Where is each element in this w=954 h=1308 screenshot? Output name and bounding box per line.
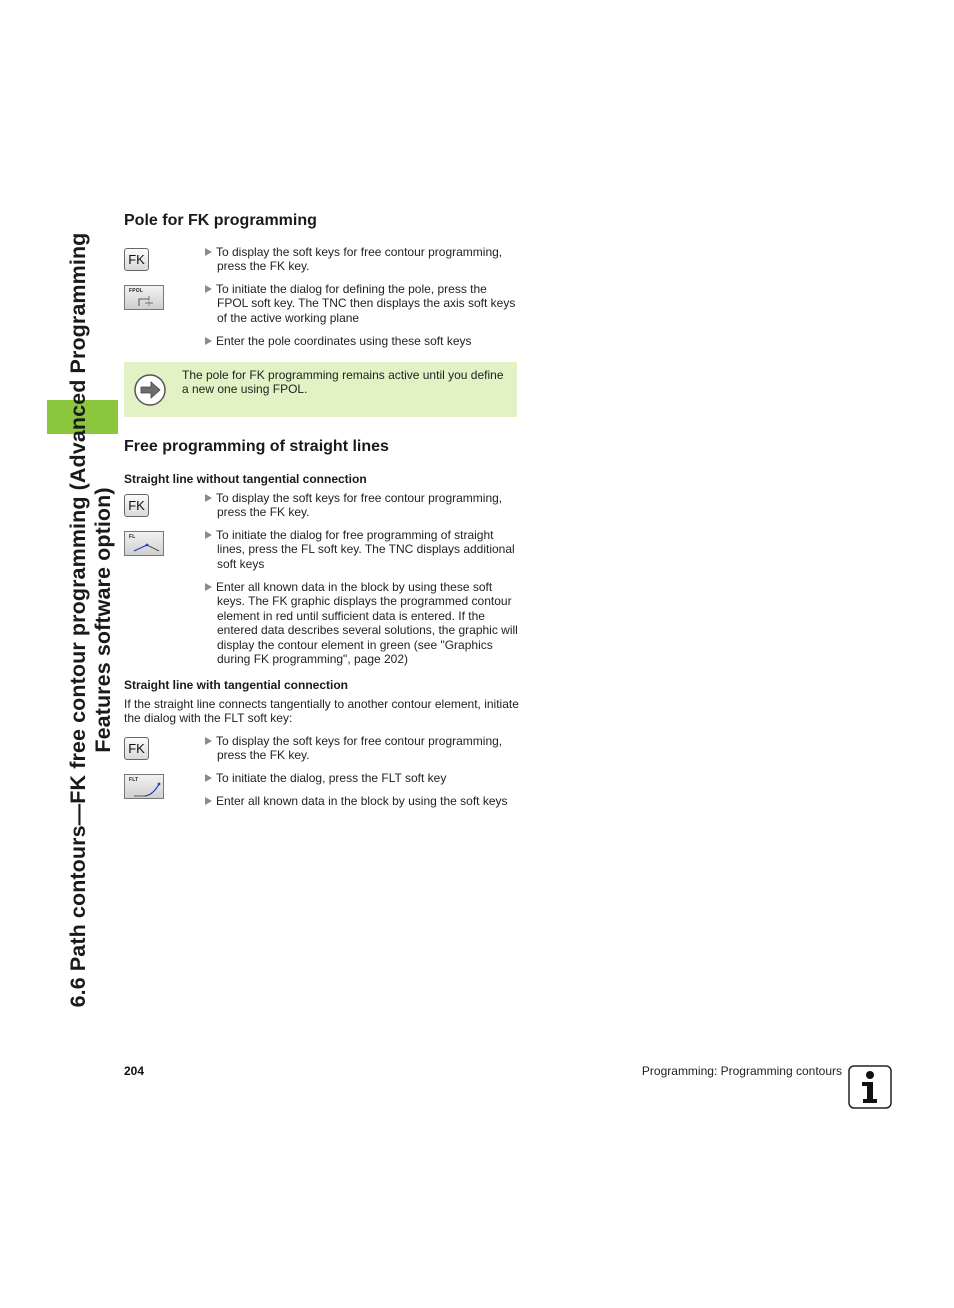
fpol-softkey-icon [124,285,164,310]
step-item: Enter the pole coordinates using these soft keys [205,334,520,348]
section-heading-straight-lines: Free programming of straight lines [124,438,389,455]
bullet-arrow-icon [205,737,212,745]
note-text: The pole for FK programming remains active until you define a new one using FPOL. [182,368,504,397]
note-box [124,362,517,417]
intro-paragraph: If the straight line connects tangentially to another contour element, initiate the dialog with the FLT soft key: [124,697,519,726]
step-item: To initiate the dialog for defining the pole, press the FPOL soft key. The TNC then displays the axis soft keys of the active working plane [205,282,520,325]
bullet-arrow-icon [205,531,212,539]
page-number: 204 [124,1064,145,1078]
bullet-arrow-icon [205,285,212,293]
chapter-title-line-2: Features software option) [91,487,115,753]
fk-key-icon: FK [124,494,149,517]
bullet-arrow-icon [205,583,212,591]
step-item: Enter all known data in the block by using these soft keys. The FK graphic displays the programmed contour element in red until sufficient data is entered. If the entered data describes several solutions, the graphic will display the contour element in green (see "Graphics during FK programming", page 202) [205,580,520,666]
step-item: To display the soft keys for free contour programming, press the FK key. [205,734,520,763]
subheading-without-tangential: Straight line without tangential connection [124,472,367,486]
bullet-arrow-icon [205,797,212,805]
bullet-arrow-icon [205,248,212,256]
bullet-arrow-icon [205,774,212,782]
arrow-right-note-icon [134,374,166,406]
fl-softkey-label: FL [129,534,136,540]
chapter-title-line-1: 6.6 Path contours—FK free contour programming (Advanced Programming [66,232,90,1008]
step-item: Enter all known data in the block by using the soft keys [205,794,520,808]
step-item: To initiate the dialog, press the FLT soft key [205,771,520,785]
subheading-with-tangential: Straight line with tangential connection [124,678,349,692]
chapter-title-vertical [66,210,116,1030]
bullet-arrow-icon [205,494,212,502]
flt-graphic-icon [125,775,165,800]
step-item: To display the soft keys for free contour programming, press the FK key. [205,491,520,520]
flt-softkey-label: FLT [129,777,139,783]
fk-key-icon: FK [124,248,149,271]
bullet-arrow-icon [205,337,212,345]
step-item: To display the soft keys for free contour programming, press the FK key. [205,245,520,274]
section-heading-pole: Pole for FK programming [124,212,317,229]
step-item: To initiate the dialog for free programming of straight lines, press the FL soft key. The TNC displays additional soft keys [205,528,520,571]
footer-chapter-title: Programming: Programming contours [641,1064,842,1078]
info-icon [848,1065,892,1109]
fl-graphic-icon [125,532,165,557]
fk-key-icon: FK [124,737,149,760]
fl-softkey-icon [124,531,164,556]
fpol-softkey-label: FPOL [129,288,144,294]
flt-softkey-icon [124,774,164,799]
fpol-graphic-icon [125,286,165,311]
